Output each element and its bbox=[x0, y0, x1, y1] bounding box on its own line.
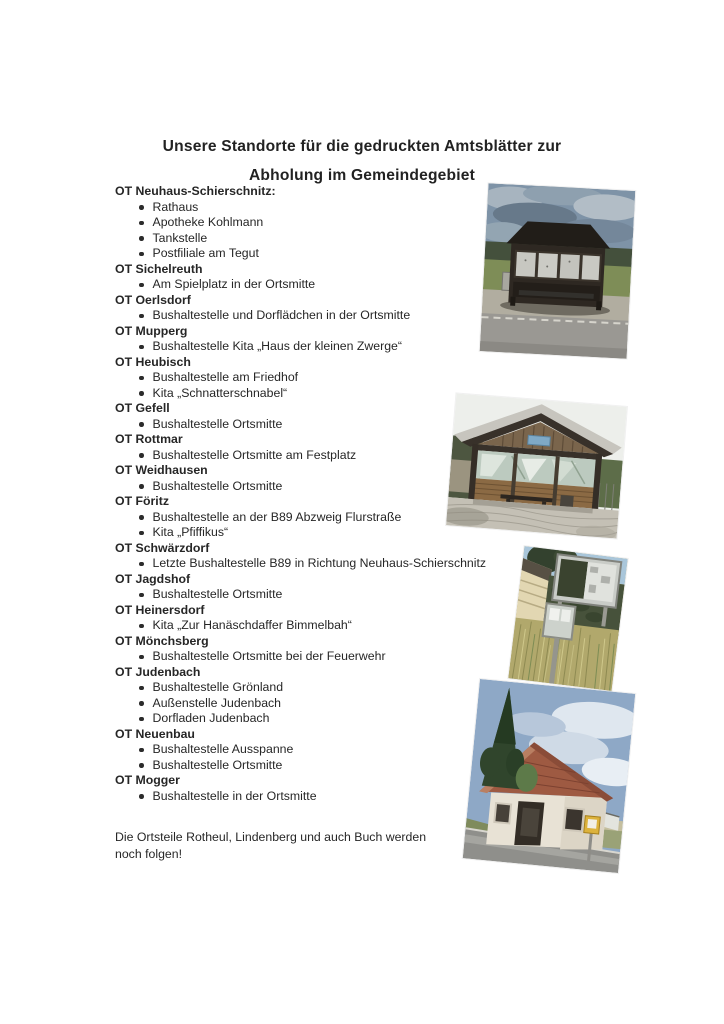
list-item bbox=[115, 556, 525, 572]
photo-bus-shelter-gable-roof bbox=[446, 393, 627, 538]
section-heading: OT Föritz bbox=[115, 494, 169, 508]
section-heading: OT Neuenbau bbox=[115, 726, 195, 741]
bullet-icon bbox=[139, 422, 144, 427]
section-heading: OT Mupperg bbox=[115, 323, 188, 338]
list-item-text: Dorfladen Judenbach bbox=[152, 711, 270, 725]
list-item bbox=[115, 680, 525, 696]
list-item bbox=[115, 246, 525, 262]
list-item-text: Letzte Bushaltestelle B89 in Richtung Neuhaus-Schierschnitz bbox=[152, 556, 487, 570]
section-heading: OT Jagdshof bbox=[115, 571, 191, 586]
bullet-icon bbox=[139, 236, 144, 241]
bullet-icon bbox=[139, 205, 144, 210]
bullet-icon bbox=[139, 314, 144, 319]
page-title bbox=[0, 133, 724, 190]
bullet-icon bbox=[139, 655, 144, 660]
section-heading: OT Weidhausen bbox=[115, 463, 208, 477]
bullet-icon bbox=[139, 794, 144, 799]
bullet-icon bbox=[139, 763, 144, 768]
location-section bbox=[115, 727, 525, 774]
list-item-text: Außenstelle Judenbach bbox=[152, 695, 282, 710]
list-item bbox=[115, 789, 525, 805]
location-section bbox=[115, 634, 525, 665]
list-item-text: Bushaltestelle Ortsmitte bbox=[152, 416, 283, 431]
location-section bbox=[115, 665, 525, 727]
page-title-line2: Abholung im Gemeindegebiet bbox=[248, 166, 476, 184]
section-heading: OT Oerlsdorf bbox=[115, 292, 191, 307]
list-item bbox=[115, 370, 525, 386]
photo-bus-shelter-roadside bbox=[480, 183, 636, 358]
list-item bbox=[115, 742, 525, 758]
section-heading: OT Heubisch bbox=[115, 354, 191, 369]
photo-noticeboard-grass bbox=[508, 546, 627, 691]
location-section bbox=[115, 293, 525, 324]
bullet-icon bbox=[139, 515, 144, 520]
location-section bbox=[115, 541, 525, 572]
section-heading: OT Schwärzdorf bbox=[115, 540, 210, 555]
page-title-line1: Unsere Standorte für die gedruckten Amtsblätter zur bbox=[162, 138, 562, 155]
bullet-icon bbox=[139, 345, 144, 350]
list-item-text: Bushaltestelle in der Ortsmitte bbox=[152, 788, 317, 803]
list-item-text: Bushaltestelle und Dorflädchen in der Ortsmitte bbox=[152, 308, 411, 322]
location-section bbox=[115, 572, 525, 603]
bullet-icon bbox=[139, 283, 144, 288]
location-section bbox=[115, 184, 525, 262]
bullet-icon bbox=[139, 686, 144, 691]
section-heading: OT Neuhaus-Schierschnitz: bbox=[115, 184, 276, 198]
location-section bbox=[115, 262, 525, 293]
list-item-text: Bushaltestelle Ortsmitte bbox=[152, 757, 283, 772]
photo-bus-shelter-gable-roof-image bbox=[446, 393, 627, 538]
list-item-text: Tankstelle bbox=[152, 230, 208, 245]
list-item-text: Bushaltestelle an der B89 Abzweig Flurstraße bbox=[152, 509, 402, 524]
bullet-icon bbox=[139, 221, 144, 226]
photo-bus-shelter-roadside-image bbox=[480, 183, 636, 358]
section-heading: OT Gefell bbox=[115, 401, 170, 415]
bullet-icon bbox=[139, 391, 144, 396]
bullet-icon bbox=[139, 453, 144, 458]
section-heading: OT Mönchsberg bbox=[115, 633, 209, 648]
list-item-text: Bushaltestelle Kita „Haus der kleinen Zwerge“ bbox=[152, 339, 402, 353]
list-item bbox=[115, 618, 525, 634]
list-item bbox=[115, 711, 525, 727]
section-heading: OT Judenbach bbox=[115, 664, 201, 679]
footer-note-line2: noch folgen! bbox=[115, 846, 183, 861]
list-item bbox=[115, 277, 525, 293]
list-item bbox=[115, 649, 525, 665]
list-item bbox=[115, 231, 525, 247]
list-item-text: Bushaltestelle Ortsmitte bbox=[152, 587, 283, 601]
photo-bus-stop-house bbox=[463, 679, 636, 873]
section-heading: OT Sichelreuth bbox=[115, 261, 203, 276]
list-item bbox=[115, 308, 525, 324]
location-section bbox=[115, 324, 525, 355]
list-item-text: Bushaltestelle Ortsmitte bbox=[152, 478, 283, 493]
list-item-text: Bushaltestelle am Friedhof bbox=[152, 370, 299, 384]
list-item-text: Rathaus bbox=[152, 199, 199, 214]
list-item bbox=[115, 758, 525, 774]
bullet-icon bbox=[139, 624, 144, 629]
section-heading: OT Rottmar bbox=[115, 432, 183, 446]
list-item-text: Bushaltestelle Ortsmitte bei der Feuerwehr bbox=[152, 649, 386, 663]
section-heading: OT Heinersdorf bbox=[115, 602, 205, 617]
list-item bbox=[115, 215, 525, 231]
bullet-icon bbox=[139, 484, 144, 489]
location-section bbox=[115, 603, 525, 634]
list-item bbox=[115, 339, 525, 355]
list-item-text: Am Spielplatz in der Ortsmitte bbox=[152, 277, 316, 291]
list-item bbox=[115, 200, 525, 216]
footer-note-line1: Die Ortsteile Rotheul, Lindenberg und auch Buch werden bbox=[115, 830, 427, 844]
list-item-text: Postfiliale am Tegut bbox=[152, 246, 259, 260]
list-item-text: Kita „Schnatterschnabel“ bbox=[152, 385, 288, 400]
list-item bbox=[115, 587, 525, 603]
bullet-icon bbox=[139, 562, 144, 567]
list-item bbox=[115, 525, 525, 541]
photo-bus-stop-house-image bbox=[463, 679, 636, 873]
list-item-text: Bushaltestelle Grönland bbox=[152, 680, 284, 694]
bullet-icon bbox=[139, 252, 144, 257]
list-item-text: Kita „Pfiffikus“ bbox=[152, 525, 229, 539]
bullet-icon bbox=[139, 376, 144, 381]
bullet-icon bbox=[139, 701, 144, 706]
bullet-icon bbox=[139, 531, 144, 536]
list-item-text: Kita „Zur Hanäschdaffer Bimmelbah“ bbox=[152, 618, 352, 632]
list-item-text: Bushaltestelle Ausspanne bbox=[152, 742, 294, 756]
list-item-text: Bushaltestelle Ortsmitte am Festplatz bbox=[152, 447, 357, 462]
bullet-icon bbox=[139, 717, 144, 722]
list-item bbox=[115, 696, 525, 712]
bullet-icon bbox=[139, 748, 144, 753]
bullet-icon bbox=[139, 593, 144, 598]
photo-noticeboard-grass-image bbox=[508, 546, 627, 691]
section-heading: OT Mogger bbox=[115, 773, 180, 787]
list-item-text: Apotheke Kohlmann bbox=[152, 215, 264, 229]
location-section bbox=[115, 773, 525, 804]
